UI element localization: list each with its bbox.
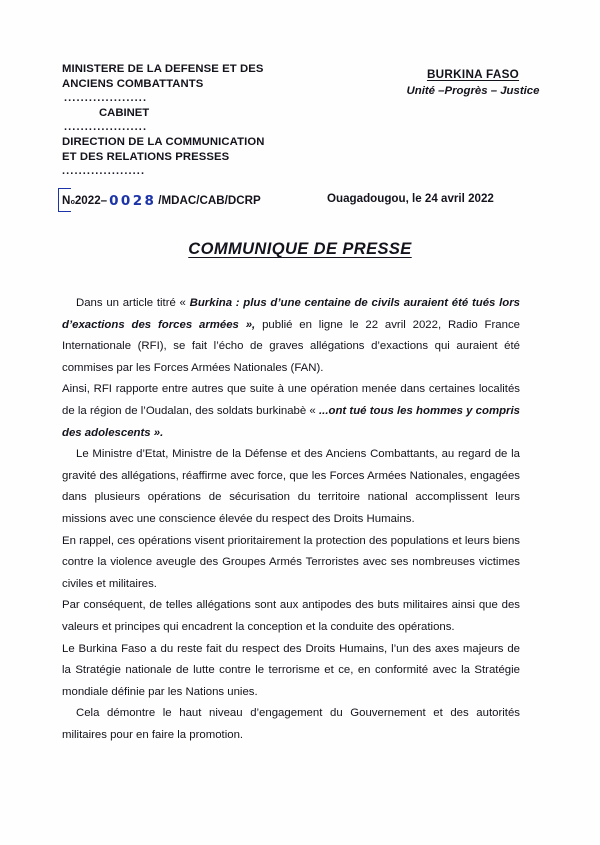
cabinet-label: CABINET (99, 107, 150, 119)
reference-handwritten-number: 0028 (109, 193, 157, 209)
body-text-run: Dans un article titré « (76, 297, 190, 309)
letterhead (0, 62, 600, 182)
direction-line2: ET DES RELATIONS PRESSES (62, 150, 230, 163)
body-text-run: En rappel, ces opérations visent prioritairement la protection des populations et leurs biens contre la violence aveugle des Groupes Armés Terroristes avec ses nombreuses victimes civiles et militaires. (62, 534, 520, 590)
emphasised-quote: ...ont tué tous les hommes y compris des adolescents ». (62, 404, 520, 439)
body-paragraph (62, 379, 520, 444)
body-text-run: Le Ministre d’Etat, Ministre de la Défense et des Anciens Combattants, au regard de la gravité des allégations, réaffirme avec force, que les Forces Armées Nationales, engagées dans plusieurs opérations de sécurisation du territoire national accomplissent leurs missions avec une conscience élevée du respect des Droits Humains. (62, 448, 520, 525)
body-paragraph (62, 531, 520, 596)
body-paragraph (62, 444, 520, 530)
place-and-date: Ouagadougou, le 24 avril 2022 (327, 192, 494, 205)
body-paragraph (62, 639, 520, 704)
ministry-name-line2: ANCIENS COMBATTANTS (62, 77, 204, 90)
body-text-run: publié en ligne le 22 avril 2022, Radio France Internationale (RFI), se fait l’écho de graves allégations d’exactions qui auraient été commises par les Forces Armées Nationales (FAN). (62, 318, 521, 374)
body-text-run: Le Burkina Faso a du reste fait du respect des Droits Humains, l’un des axes majeurs de la Stratégie nationale de lutte contre le terrorisme et ce, en conformité avec la Stratégie mondiale définie par les Nations unies. (62, 642, 520, 698)
letterhead-right (378, 68, 568, 97)
ministry-name-line1: MINISTERE DE LA DEFENSE ET DES (62, 63, 264, 75)
body-paragraph (62, 703, 520, 746)
body-text-run: Ainsi, RFI rapporte entre autres que suite à une opération menée dans certaines localités de la région de l’Oudalan, des soldats burkinabè « (62, 383, 520, 417)
divider-dots-1: .................... (64, 92, 148, 104)
body-text-run: Par conséquent, de telles allégations sont aux antipodes des buts militaires ainsi que des valeurs et principes qui encadrent la conception et la conduite des opérations. (62, 599, 520, 633)
reference-line (0, 192, 600, 214)
direction-line1: DIRECTION DE LA COMMUNICATION (62, 136, 265, 148)
reference-prefix: N (62, 194, 71, 207)
divider-dots-3: .................... (62, 165, 146, 177)
emphasised-quote: Burkina : plus d’une centaine de civils auraient été tués lors d’exactions des forces armées », (62, 297, 520, 331)
national-motto: Unité –Progrès – Justice (406, 85, 540, 97)
reference-superscript: o (70, 199, 75, 206)
divider-dots-2: .................... (64, 121, 148, 133)
reference-number (62, 192, 261, 208)
letterhead-left (62, 62, 362, 179)
reference-year: 2022– (74, 194, 108, 207)
body-text-run: Cela démontre le haut niveau d’engagement du Gouvernement et des autorités militaires pour en faire la promotion. (62, 707, 520, 741)
body-paragraph (62, 595, 520, 638)
document-body (62, 293, 520, 746)
country-name: BURKINA FASO (426, 68, 520, 81)
reference-suffix: /MDAC/CAB/DCRP (158, 194, 261, 207)
body-paragraph (62, 293, 520, 379)
page-title: COMMUNIQUE DE PRESSE (188, 240, 412, 258)
